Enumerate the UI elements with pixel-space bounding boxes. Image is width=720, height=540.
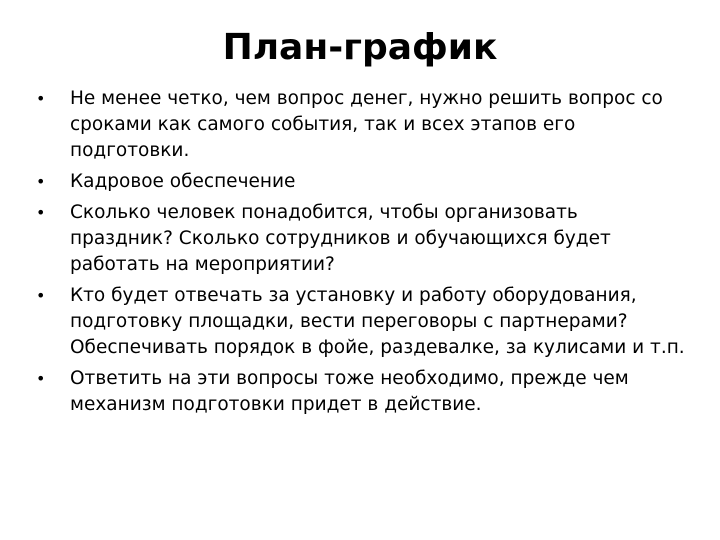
bullet-item — [36, 200, 686, 278]
bullet-icon: • — [36, 286, 46, 305]
bullet-text: Не менее четко, чем вопрос денег, нужно решить вопрос со сроками как самого события, так и всех этапов его подготовки. — [70, 88, 663, 161]
bullet-text: Кто будет отвечать за установку и работу оборудования, подготовку площадки, вести переговоры с партнерами? Обеспечивать порядок в фойе, раздевалке, за кулисами и т.п. — [70, 285, 685, 358]
bullet-icon: • — [36, 172, 46, 191]
bullet-icon: • — [36, 369, 46, 388]
bullet-text: Кадровое обеспечение — [70, 171, 296, 192]
bullet-icon: • — [36, 89, 46, 108]
bullet-text: Ответить на эти вопросы тоже необходимо, прежде чем механизм подготовки придет в действие. — [70, 368, 629, 415]
slide-title: План-график — [222, 27, 498, 68]
bullet-text: Сколько человек понадобится, чтобы организовать праздник? Сколько сотрудников и обучающихся будет работать на мероприятии? — [70, 202, 611, 275]
bullet-item — [36, 169, 686, 195]
bullet-item — [36, 283, 686, 361]
bullet-list — [36, 86, 686, 423]
bullet-item — [36, 86, 686, 164]
bullet-icon: • — [36, 203, 46, 222]
bullet-item — [36, 366, 686, 418]
